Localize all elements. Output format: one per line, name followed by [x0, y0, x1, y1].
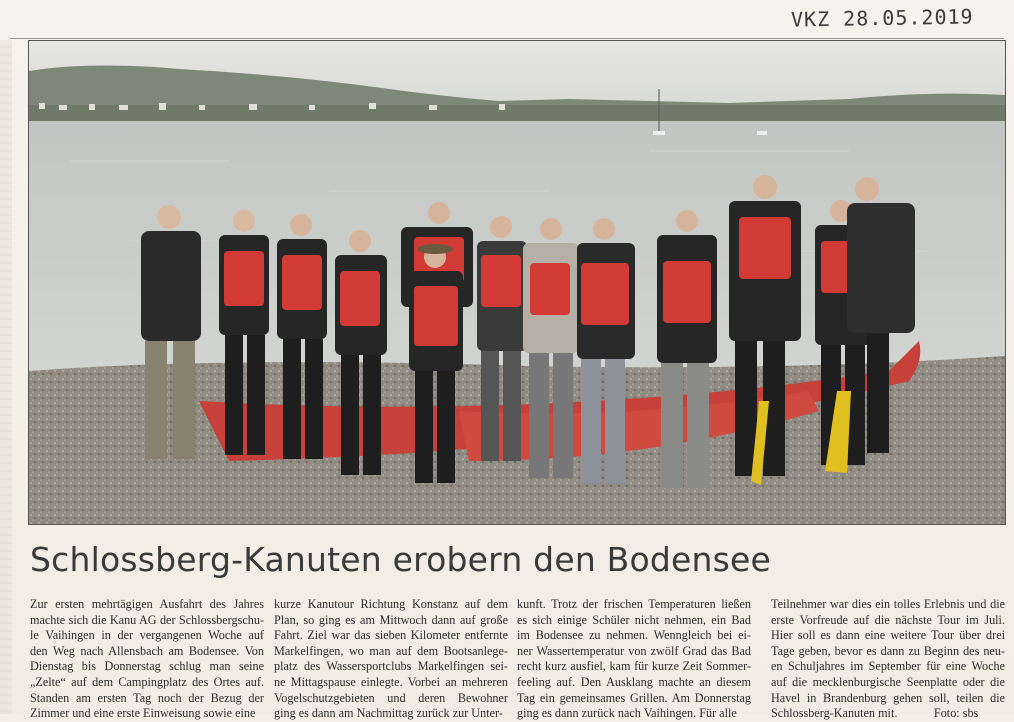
- text-line: Markelfingen, wo man auf dem Bootsanlege-: [274, 643, 508, 658]
- text-line: machte sich die Kanu AG der Schlossbergschu-: [30, 612, 264, 627]
- text-line: feeling auf. Den Ausklang machte an diesem: [517, 674, 751, 689]
- article-column-3: [517, 597, 751, 722]
- text-line: le Vaihingen in der vergangenen Woche auf: [30, 628, 264, 643]
- text-line: Hier soll es dann eine weitere Tour über drei: [771, 628, 1005, 643]
- text-line: auf die mecklenburgische Seenplatte oder die: [771, 674, 1005, 689]
- article-body: [30, 597, 1006, 721]
- text-line: ner Wassertemperatur von zwölf Grad das Bad: [517, 643, 751, 658]
- article-column-2: [274, 597, 508, 722]
- person: [657, 210, 717, 488]
- shoreline: [29, 105, 1005, 121]
- text-line: en Schuljahres im September für eine Woche: [771, 659, 1005, 674]
- handwritten-date-stamp: VKZ 28.05.2019: [791, 4, 975, 32]
- article-column-1: [30, 597, 264, 722]
- text-line photo-credit: Schlossberg-Kanuten mit. Foto: sbs: [771, 706, 979, 721]
- text-line: Zur ersten mehrtägigen Ausfahrt des Jahres: [30, 597, 264, 611]
- small-boat: [757, 131, 767, 135]
- text-line: „Zelte“ auf dem Campingplatz des Ortes auf.: [30, 674, 264, 689]
- adjacent-page-edge: [0, 40, 12, 714]
- text-line: es sich einige Schüler nicht nehmen, ein Bad: [517, 612, 751, 627]
- text-line: Havel in Brandenburg gehen soll, teilen die: [771, 690, 1005, 705]
- text-line: Teilnehmer war dies ein tolles Erlebnis und die: [771, 597, 1005, 611]
- text-line: ne Mittagspause einlegte. Vorbei an mehreren: [274, 674, 508, 689]
- headline: Schlossberg-Kanuten erobern den Bodensee: [30, 540, 772, 579]
- text-line: platz des Wassersportclubs Markelfingen sei-: [274, 659, 508, 674]
- text-line: ging es dann am Nachmittag zurück zur Unter-: [274, 706, 503, 721]
- text-line: Standen am ersten Tag noch der Bezug der: [30, 690, 264, 705]
- text-line: Fahrt. Ziel war das sieben Kilometer entfernte: [274, 628, 508, 643]
- text-line: den Weg nach Allensbach am Bodensee. Von: [30, 643, 264, 658]
- text-line: ging es dann zurück nach Vaihingen. Für alle: [517, 706, 737, 721]
- text-line: recht kurz ausfiel, kam für kurze Zeit Sommer-: [517, 659, 751, 674]
- article-column-4: [771, 597, 1005, 722]
- text-line: kunft. Trotz der frischen Temperaturen ließen: [517, 597, 751, 611]
- text-line: Vogelschutzgebieten und deren Bewohner: [274, 690, 508, 705]
- text-line: kurze Kanutour Richtung Konstanz auf dem: [274, 597, 508, 611]
- text-line: Tage geben, bevor es dann zu Beginn des neu-: [771, 643, 1005, 658]
- group-photo: [28, 40, 1006, 525]
- text-line: Zimmer und eine erste Einweisung sowie eine: [30, 706, 256, 721]
- text-line: im Bodensee zu nehmen. Wenngleich bei ei-: [517, 628, 751, 643]
- text-line: erste Vorfreude auf die nächste Tour im Juli.: [771, 612, 1005, 627]
- text-line: Plan, so ging es am Mittwoch dann auf große: [274, 612, 508, 627]
- text-line: Dienstag bis Donnerstag schlug man seine: [30, 659, 264, 674]
- top-rule: [10, 38, 1004, 39]
- text-line: Tag ein gemeinsames Grillen. Am Donnerstag: [517, 690, 751, 705]
